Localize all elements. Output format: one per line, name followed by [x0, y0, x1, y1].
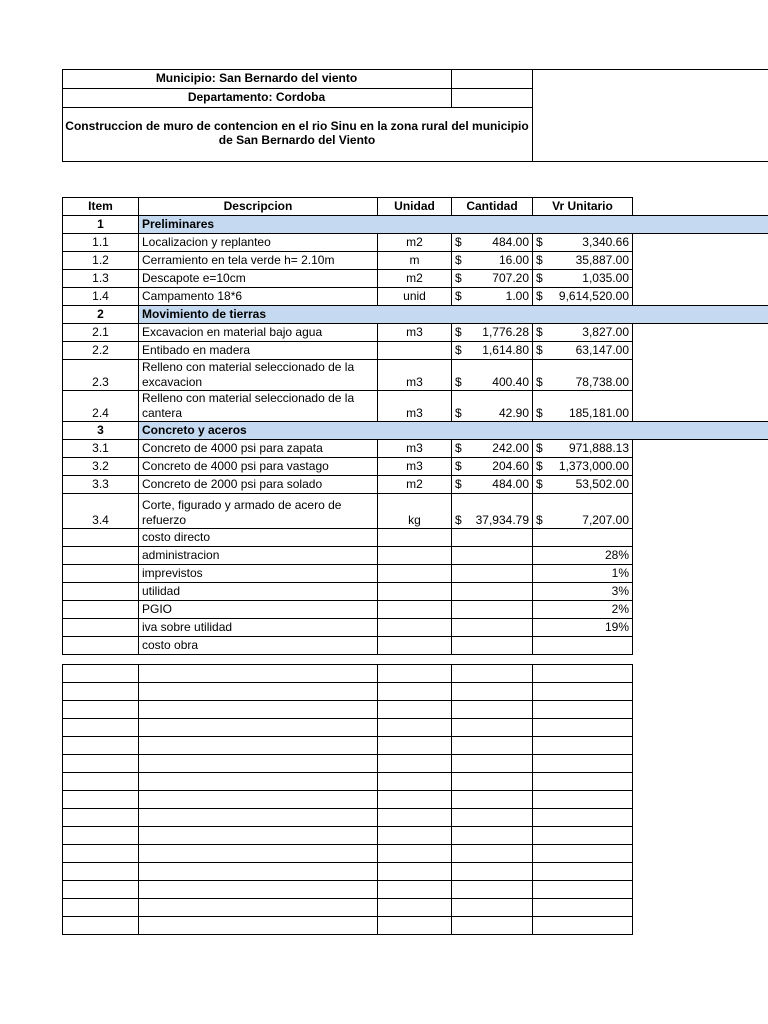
summary-row [63, 601, 768, 619]
empty-cell [63, 719, 139, 737]
section-row [63, 216, 768, 234]
table-row [63, 324, 768, 342]
empty-row [63, 899, 768, 917]
row-cantidad [452, 234, 533, 252]
row-vr [533, 391, 633, 422]
proyecto-title [62, 119, 532, 147]
empty-cell [378, 737, 452, 755]
empty-row [63, 809, 768, 827]
summary-row [63, 547, 768, 565]
departamento-title: Departamento: Cordoba [187, 90, 326, 104]
empty-cell [63, 845, 139, 863]
row-item: 1.4 [63, 288, 139, 306]
empty-cell [63, 881, 139, 899]
row-unidad: m3 [378, 360, 452, 391]
row-vr [533, 360, 633, 391]
row-cantidad [452, 391, 533, 422]
vr-value: 63,147.00 [575, 343, 629, 357]
row-vr [533, 458, 633, 476]
currency-symbol: $ [536, 459, 543, 473]
empty-rows-table [62, 664, 768, 935]
cantidad-value: 484.00 [492, 477, 529, 491]
empty-cell [533, 665, 633, 683]
empty-row [63, 665, 768, 683]
cantidad-value: 484.00 [492, 235, 529, 249]
empty-cell [63, 917, 139, 935]
currency-symbol: $ [536, 325, 543, 339]
summary-row [63, 529, 768, 547]
row-desc: Entibado en madera [139, 342, 378, 360]
currency-symbol: $ [455, 441, 462, 455]
section-title: Preliminares [139, 216, 768, 234]
budget-table [62, 197, 768, 655]
table-row [63, 270, 768, 288]
section-item: 3 [63, 422, 139, 440]
summary-label: PGIO [139, 601, 378, 619]
row-desc [139, 391, 378, 422]
table-row [63, 252, 768, 270]
summary-row [63, 583, 768, 601]
empty-cell [633, 827, 768, 845]
empty-cell [633, 791, 768, 809]
row-vr [533, 342, 633, 360]
empty-cell [452, 845, 533, 863]
municipio-title: Municipio: San Bernardo del viento [155, 71, 358, 85]
empty-cell [452, 863, 533, 881]
empty-cell [378, 899, 452, 917]
table-row [63, 360, 768, 391]
summary-label: imprevistos [139, 565, 378, 583]
currency-symbol: $ [455, 289, 462, 303]
empty-cell [533, 755, 633, 773]
row-item: 1.2 [63, 252, 139, 270]
empty-cell [378, 863, 452, 881]
empty-cell [452, 917, 533, 935]
summary-pct [533, 637, 633, 655]
vr-value: 35,887.00 [575, 253, 629, 267]
row-desc: Campamento 18*6 [139, 288, 378, 306]
empty-cell [63, 863, 139, 881]
cantidad-value: 16.00 [498, 253, 529, 267]
section-title: Movimiento de tierras [139, 306, 768, 324]
empty-cell [533, 863, 633, 881]
currency-symbol: $ [536, 441, 543, 455]
empty-cell [533, 773, 633, 791]
row-desc: Cerramiento en tela verde h= 2.10m [139, 252, 378, 270]
table-row [63, 391, 768, 422]
empty-cell [139, 719, 378, 737]
empty-cell [633, 863, 768, 881]
empty-row [63, 701, 768, 719]
row-cantidad [452, 476, 533, 494]
empty-cell [452, 719, 533, 737]
currency-symbol: $ [536, 271, 543, 285]
row-vr [533, 252, 633, 270]
cantidad-value: 37,934.79 [475, 513, 529, 527]
empty-cell [139, 755, 378, 773]
row-item: 2.4 [63, 391, 139, 422]
vr-value: 78,738.00 [575, 375, 629, 389]
empty-cell [63, 809, 139, 827]
empty-cell [533, 899, 633, 917]
cantidad-value: 400.40 [492, 375, 529, 389]
empty-cell [452, 791, 533, 809]
empty-row [63, 827, 768, 845]
empty-cell [452, 701, 533, 719]
row-item: 3.3 [63, 476, 139, 494]
empty-row [63, 863, 768, 881]
empty-cell [452, 755, 533, 773]
desc-line1: Relleno con material seleccionado de la [142, 360, 355, 374]
summary-pct: 19% [533, 619, 633, 637]
empty-cell [452, 881, 533, 899]
desc-line1: Relleno con material seleccionado de la [142, 391, 355, 405]
currency-symbol: $ [536, 513, 543, 527]
table-row [63, 342, 768, 360]
empty-row [63, 845, 768, 863]
row-cantidad [452, 458, 533, 476]
empty-cell [633, 881, 768, 899]
empty-cell [452, 827, 533, 845]
row-desc: Excavacion en material bajo agua [139, 324, 378, 342]
empty-cell [139, 773, 378, 791]
row-item: 1.3 [63, 270, 139, 288]
empty-row [63, 719, 768, 737]
table-row [63, 288, 768, 306]
empty-cell [633, 719, 768, 737]
section-row [63, 422, 768, 440]
empty-cell [63, 665, 139, 683]
summary-pct [533, 529, 633, 547]
desc-line1: Corte, figurado y armado de acero de [142, 498, 342, 512]
empty-cell [378, 809, 452, 827]
empty-row [63, 773, 768, 791]
empty-cell [378, 827, 452, 845]
vr-value: 1,035.00 [582, 271, 629, 285]
empty-cell [378, 773, 452, 791]
row-vr [533, 288, 633, 306]
row-cantidad [452, 342, 533, 360]
empty-cell [633, 683, 768, 701]
header-block [62, 69, 768, 162]
summary-label: administracion [139, 547, 378, 565]
col-header-cantidad: Cantidad [452, 198, 533, 216]
row-vr [533, 494, 633, 529]
empty-cell [533, 809, 633, 827]
empty-cell [63, 791, 139, 809]
cantidad-value: 242.00 [492, 441, 529, 455]
summary-pct: 28% [533, 547, 633, 565]
empty-cell [139, 899, 378, 917]
proyecto-line1: Construccion de muro de contencion en el rio Sinu en la zona rural del municipio [65, 119, 529, 133]
table-header-row [63, 198, 768, 216]
vr-value: 1,373,000.00 [558, 459, 629, 473]
empty-cell [63, 773, 139, 791]
table-row [63, 476, 768, 494]
empty-cell [533, 719, 633, 737]
header-border-right [532, 69, 533, 162]
row-desc: Localizacion y replanteo [139, 234, 378, 252]
vr-value: 7,207.00 [582, 513, 629, 527]
summary-row [63, 565, 768, 583]
summary-label: iva sobre utilidad [139, 619, 378, 637]
empty-cell [63, 899, 139, 917]
empty-cell [378, 791, 452, 809]
empty-row [63, 737, 768, 755]
row-unidad: m3 [378, 440, 452, 458]
header-border-1 [62, 88, 532, 89]
empty-cell [452, 683, 533, 701]
empty-row [63, 755, 768, 773]
row-unidad: m2 [378, 234, 452, 252]
empty-cell [533, 701, 633, 719]
cantidad-value: 1.00 [505, 289, 529, 303]
summary-pct: 3% [533, 583, 633, 601]
row-item: 3.2 [63, 458, 139, 476]
empty-cell [139, 683, 378, 701]
empty-cell [378, 881, 452, 899]
row-cantidad [452, 360, 533, 391]
cantidad-value: 42.90 [498, 406, 529, 420]
vr-value: 53,502.00 [575, 477, 629, 491]
row-desc: Concreto de 4000 psi para vastago [139, 458, 378, 476]
cantidad-value: 204.60 [492, 459, 529, 473]
row-item: 3.1 [63, 440, 139, 458]
summary-label: costo directo [139, 529, 378, 547]
table-row [63, 440, 768, 458]
vr-value: 3,340.66 [582, 235, 629, 249]
summary-pct: 2% [533, 601, 633, 619]
row-unidad: m [378, 252, 452, 270]
empty-row [63, 917, 768, 935]
empty-cell [139, 791, 378, 809]
empty-cell [378, 665, 452, 683]
empty-cell [533, 737, 633, 755]
empty-cell [452, 665, 533, 683]
empty-cell [63, 683, 139, 701]
vr-value: 971,888.13 [568, 441, 629, 455]
empty-cell [378, 719, 452, 737]
cantidad-value: 1,614.80 [482, 343, 529, 357]
currency-symbol: $ [455, 477, 462, 491]
row-vr [533, 270, 633, 288]
empty-cell [533, 881, 633, 899]
empty-cell [633, 701, 768, 719]
col-header-item: Item [63, 198, 139, 216]
empty-cell [378, 917, 452, 935]
vr-value: 9,614,520.00 [558, 289, 629, 303]
empty-cell [533, 917, 633, 935]
row-desc [139, 494, 378, 529]
table-row [63, 234, 768, 252]
currency-symbol: $ [536, 289, 543, 303]
empty-cell [633, 755, 768, 773]
table-row [63, 494, 768, 529]
row-vr [533, 440, 633, 458]
empty-cell [139, 809, 378, 827]
currency-symbol: $ [455, 343, 462, 357]
row-unidad: m2 [378, 270, 452, 288]
currency-symbol: $ [536, 253, 543, 267]
section-title: Concreto y aceros [139, 422, 768, 440]
empty-cell [63, 827, 139, 845]
currency-symbol: $ [536, 477, 543, 491]
header-border-2 [62, 107, 532, 108]
empty-cell [533, 683, 633, 701]
section-item: 1 [63, 216, 139, 234]
row-cantidad [452, 324, 533, 342]
col-header-unidad: Unidad [378, 198, 452, 216]
proyecto-line2: de San Bernardo del Viento [218, 133, 376, 147]
empty-cell [452, 809, 533, 827]
cantidad-value: 1,776.28 [482, 325, 529, 339]
empty-cell [452, 737, 533, 755]
empty-cell [139, 665, 378, 683]
empty-cell [63, 755, 139, 773]
currency-symbol: $ [455, 235, 462, 249]
desc-line2: refuerzo [142, 513, 187, 527]
row-desc: Concreto de 4000 psi para zapata [139, 440, 378, 458]
empty-cell [633, 899, 768, 917]
currency-symbol: $ [536, 406, 543, 420]
empty-cell [452, 899, 533, 917]
empty-cell [139, 701, 378, 719]
summary-pct: 1% [533, 565, 633, 583]
row-unidad: m3 [378, 458, 452, 476]
currency-symbol: $ [455, 375, 462, 389]
empty-cell [633, 845, 768, 863]
currency-symbol: $ [455, 325, 462, 339]
col-header-vr-unitario: Vr Unitario [533, 198, 633, 216]
currency-symbol: $ [455, 513, 462, 527]
empty-cell [533, 791, 633, 809]
summary-row [63, 619, 768, 637]
empty-cell [378, 701, 452, 719]
currency-symbol: $ [455, 459, 462, 473]
row-vr [533, 476, 633, 494]
row-unidad: kg [378, 494, 452, 529]
vr-value: 3,827.00 [582, 325, 629, 339]
row-desc: Concreto de 2000 psi para solado [139, 476, 378, 494]
section-item: 2 [63, 306, 139, 324]
empty-cell [633, 917, 768, 935]
empty-cell [633, 665, 768, 683]
empty-cell [139, 881, 378, 899]
currency-symbol: $ [536, 235, 543, 249]
row-vr [533, 234, 633, 252]
currency-symbol: $ [455, 271, 462, 285]
col-header-descripcion: Descripcion [139, 198, 378, 216]
currency-symbol: $ [455, 406, 462, 420]
empty-cell [633, 737, 768, 755]
row-item: 2.3 [63, 360, 139, 391]
summary-label: utilidad [139, 583, 378, 601]
empty-cell [633, 809, 768, 827]
row-unidad [378, 342, 452, 360]
desc-line2: excavacion [142, 375, 203, 389]
row-cantidad [452, 288, 533, 306]
empty-cell [139, 917, 378, 935]
empty-row [63, 791, 768, 809]
row-item: 2.2 [63, 342, 139, 360]
section-row [63, 306, 768, 324]
currency-symbol: $ [455, 253, 462, 267]
empty-row [63, 683, 768, 701]
empty-cell [139, 737, 378, 755]
row-item: 3.4 [63, 494, 139, 529]
row-unidad: m3 [378, 324, 452, 342]
vr-value: 185,181.00 [568, 406, 629, 420]
table-row [63, 458, 768, 476]
desc-line2: cantera [142, 406, 183, 420]
currency-symbol: $ [536, 343, 543, 357]
row-cantidad [452, 494, 533, 529]
header-border-mid [451, 69, 452, 108]
empty-cell [378, 755, 452, 773]
row-unidad: m2 [378, 476, 452, 494]
row-unidad: m3 [378, 391, 452, 422]
summary-row [63, 637, 768, 655]
row-vr [533, 324, 633, 342]
row-item: 1.1 [63, 234, 139, 252]
cantidad-value: 707.20 [492, 271, 529, 285]
empty-cell [139, 845, 378, 863]
currency-symbol: $ [536, 375, 543, 389]
header-border-top [62, 69, 768, 70]
row-cantidad [452, 440, 533, 458]
row-desc [139, 360, 378, 391]
header-border-bottom [62, 161, 768, 162]
empty-cell [378, 683, 452, 701]
empty-cell [533, 827, 633, 845]
row-item: 2.1 [63, 324, 139, 342]
empty-cell [139, 863, 378, 881]
empty-cell [63, 701, 139, 719]
row-desc: Descapote e=10cm [139, 270, 378, 288]
empty-cell [378, 845, 452, 863]
empty-cell [63, 737, 139, 755]
empty-row [63, 881, 768, 899]
empty-cell [533, 845, 633, 863]
empty-cell [139, 827, 378, 845]
row-cantidad [452, 252, 533, 270]
summary-label: costo obra [139, 637, 378, 655]
empty-cell [633, 773, 768, 791]
row-cantidad [452, 270, 533, 288]
row-unidad: unid [378, 288, 452, 306]
empty-cell [452, 773, 533, 791]
